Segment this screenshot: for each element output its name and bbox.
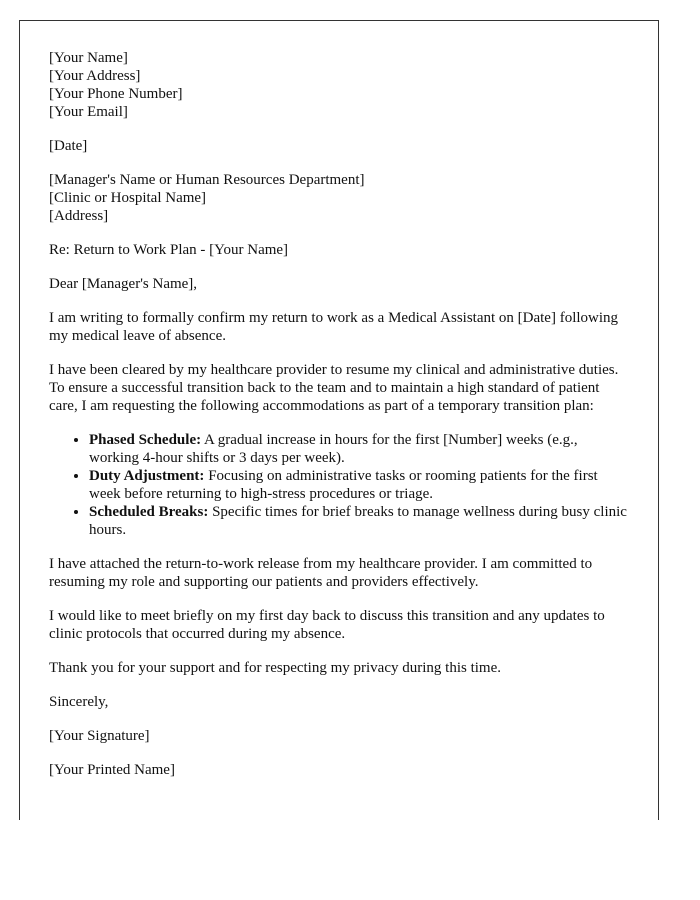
signature: [Your Signature] (49, 728, 150, 744)
list-item (89, 503, 630, 539)
sender-address: [Your Address] (49, 68, 141, 84)
subject-line: Re: Return to Work Plan - [Your Name] (49, 242, 289, 258)
list-item (89, 431, 630, 467)
sender-block (49, 49, 630, 121)
accommodation-label: Phased Schedule: (89, 432, 202, 448)
recipient-block (49, 171, 630, 225)
recipient-organization: [Clinic or Hospital Name] (49, 190, 207, 206)
list-item (89, 467, 630, 503)
letter-date: [Date] (49, 138, 88, 154)
intro-paragraph: I am writing to formally confirm my return to work as a Medical Assistant on [Date] following my medical leave of absence. (49, 310, 619, 344)
sender-email: [Your Email] (49, 104, 128, 120)
accommodation-label: Duty Adjustment: (89, 468, 205, 484)
letter-page (19, 20, 659, 820)
recipient-name: [Manager's Name or Human Resources Department] (49, 172, 365, 188)
recipient-address: [Address] (49, 208, 109, 224)
attachment-paragraph: I have attached the return-to-work release from my healthcare provider. I am committed to resuming my role and supporting our patients and providers effectively. (49, 556, 593, 590)
sender-name: [Your Name] (49, 50, 128, 66)
accommodation-text: Specific times for brief breaks to manage wellness during busy clinic hours. (89, 504, 627, 538)
salutation: Dear [Manager's Name], (49, 276, 198, 292)
meeting-paragraph: I would like to meet briefly on my first day back to discuss this transition and any updates to clinic protocols that occurred during my absence. (49, 608, 605, 642)
accommodation-label: Scheduled Breaks: (89, 504, 209, 520)
accommodations-list (49, 431, 630, 539)
closing: Sincerely, (49, 694, 109, 710)
accommodation-text: A gradual increase in hours for the first [Number] weeks (e.g., working 4-hour shifts or 3 days per week). (89, 432, 578, 466)
accommodation-text: Focusing on administrative tasks or rooming patients for the first week before returning to high-stress procedures or triage. (89, 468, 598, 502)
sender-phone: [Your Phone Number] (49, 86, 183, 102)
printed-name: [Your Printed Name] (49, 762, 175, 778)
thanks-paragraph: Thank you for your support and for respecting my privacy during this time. (49, 660, 501, 676)
clearance-paragraph: I have been cleared by my healthcare provider to resume my clinical and administrative duties. To ensure a successful transition back to the team and to maintain a high standard of patient care, I am requesting the following accommodations as part of a temporary transition plan: (49, 362, 619, 414)
